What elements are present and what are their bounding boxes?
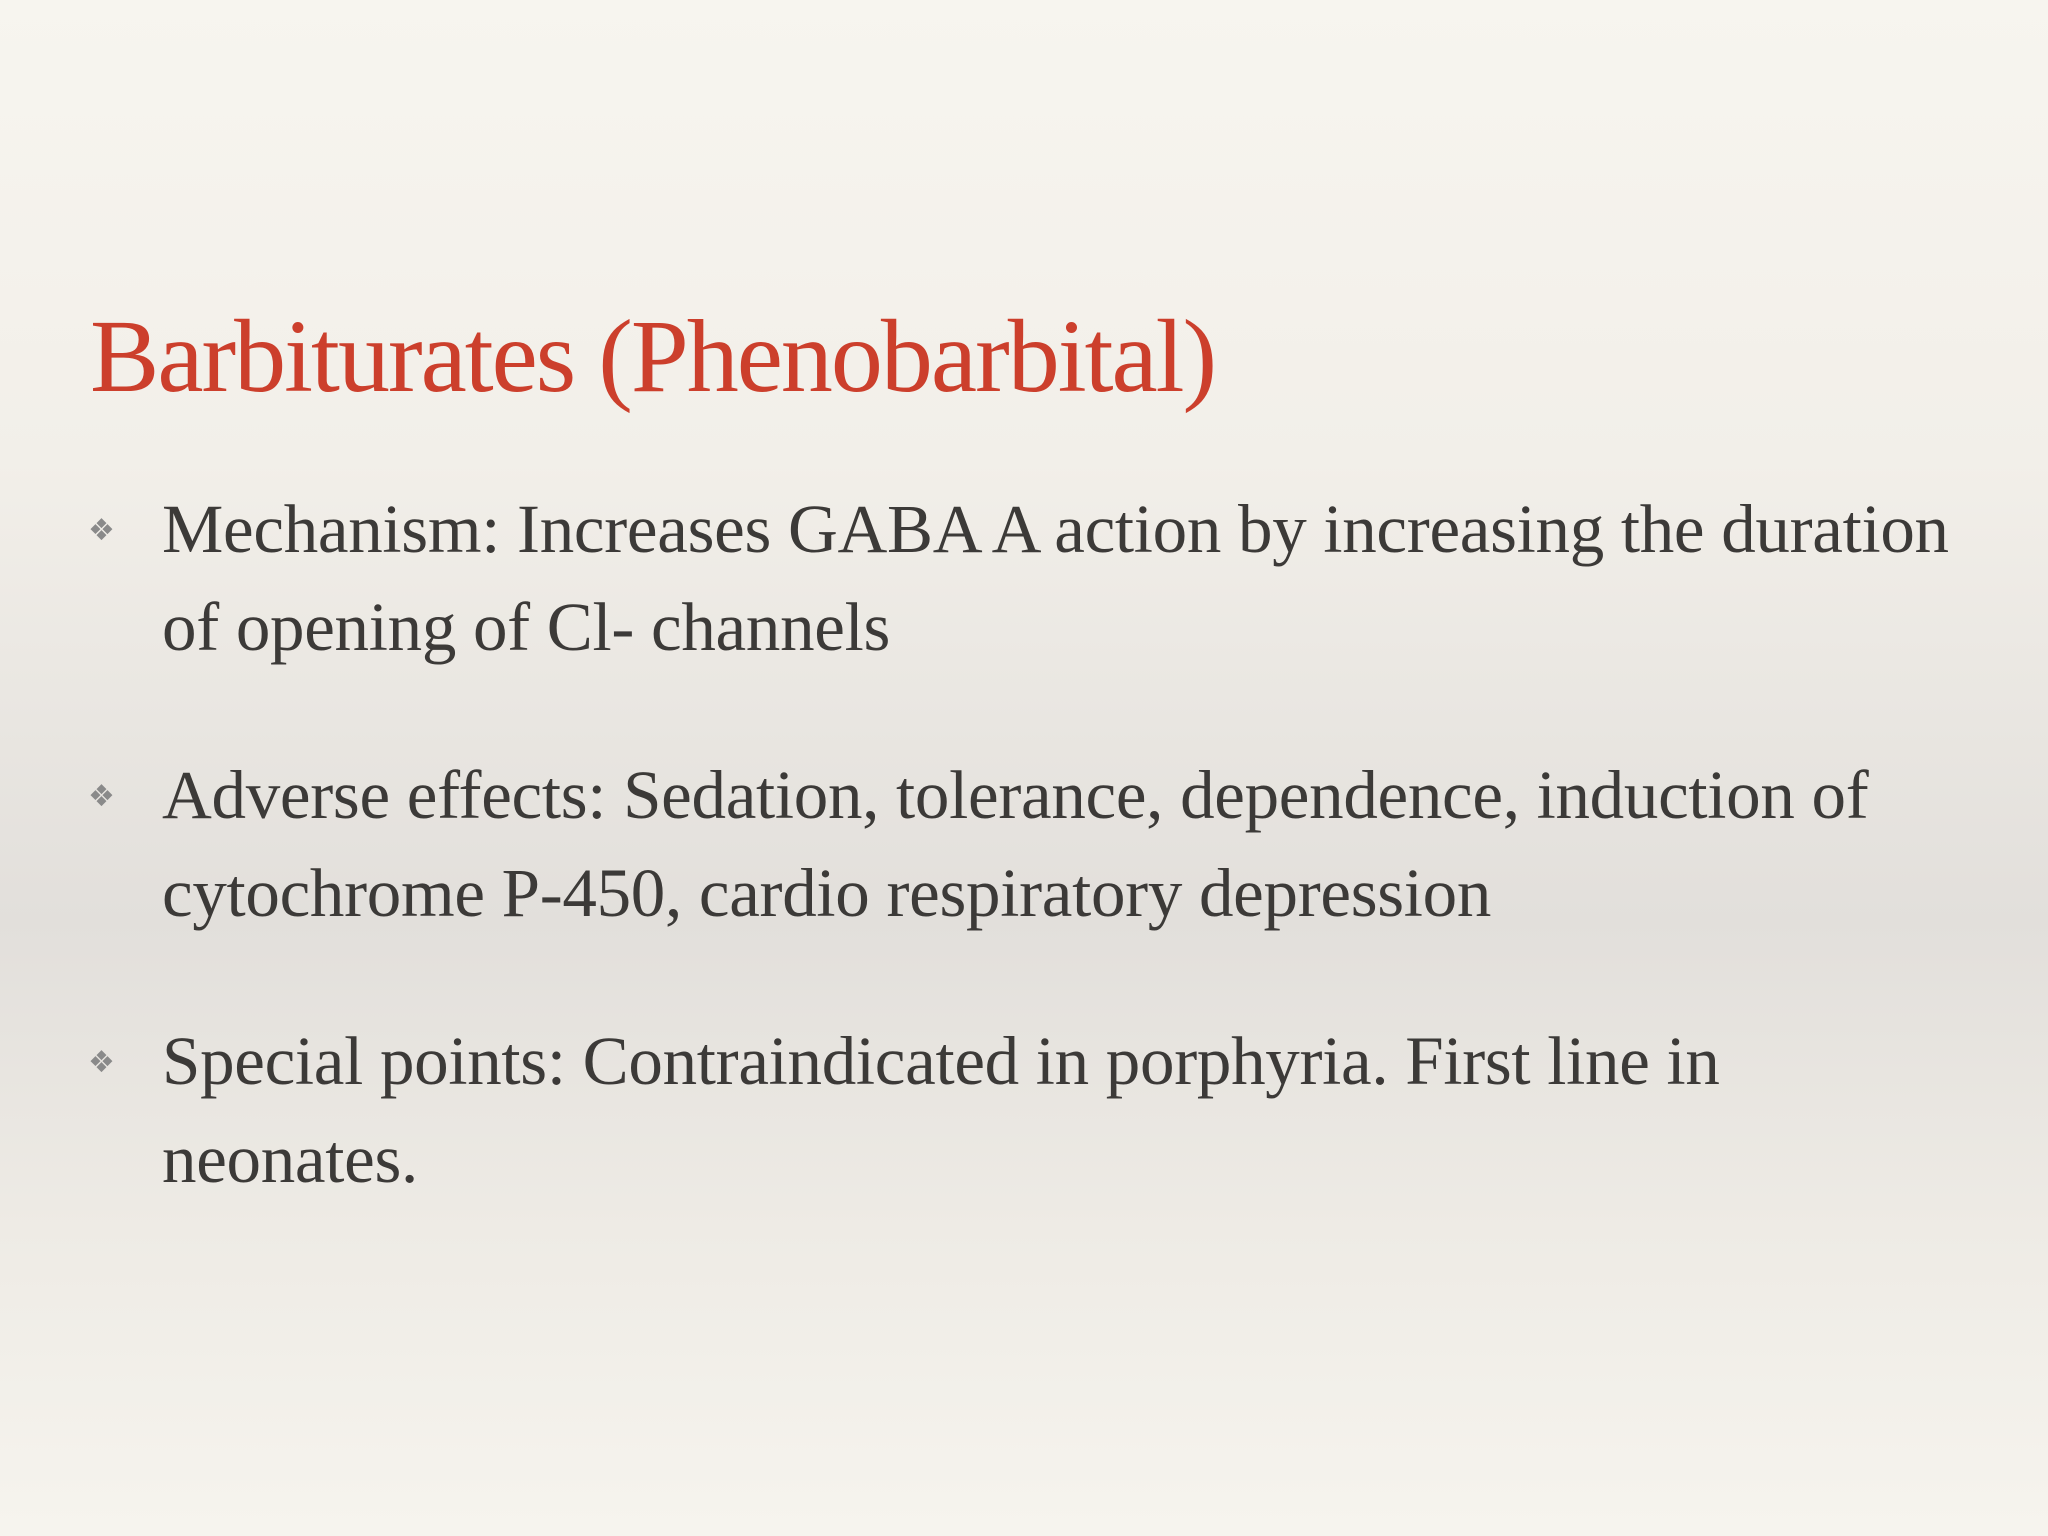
diamond-cluster-icon: ❖ xyxy=(88,1045,115,1080)
bullet-list xyxy=(88,480,1988,1278)
bullet-text: Mechanism: Increases GABA A action by increasing the duration of opening of Cl- channels xyxy=(162,491,1949,665)
bullet-text: Special points: Contraindicated in porphyria. First line in neonates. xyxy=(162,1023,1720,1197)
bullet-item xyxy=(88,480,1988,676)
diamond-cluster-icon: ❖ xyxy=(88,513,115,548)
bullet-item xyxy=(88,746,1988,942)
bullet-item xyxy=(88,1012,1988,1208)
slide-title: Barbiturates (Phenobarbital) xyxy=(90,299,1216,414)
bullet-text: Adverse effects: Sedation, tolerance, dependence, induction of cytochrome P-450, cardio respiratory depression xyxy=(162,757,1869,931)
diamond-cluster-icon: ❖ xyxy=(88,779,115,814)
